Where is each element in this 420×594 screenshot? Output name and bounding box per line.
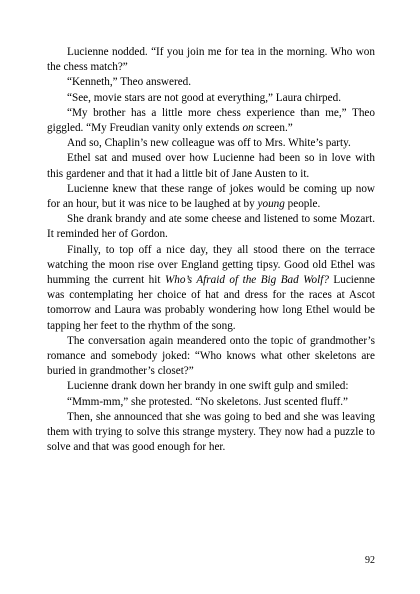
text-run: Lucienne drank down her brandy in one swift gulp and smiled: xyxy=(67,380,349,393)
text-run: people. xyxy=(284,198,321,211)
paragraph xyxy=(47,243,375,334)
text-run: The conversation again meandered onto the topic of grandmother’s romance and somebody joked: “Who knows what other skeletons are buried in grandmother’s closet?” xyxy=(47,334,375,378)
page-number: 92 xyxy=(365,555,375,566)
text-run: “My brother has a little more chess experience than me,” Theo giggled. “My Freudian vanity only extends xyxy=(47,106,375,135)
paragraph xyxy=(47,106,375,136)
text-run: She drank brandy and ate some cheese and listened to some Mozart. It reminded her of Gordon. xyxy=(47,213,375,241)
paragraph xyxy=(47,212,375,242)
paragraph xyxy=(47,182,375,212)
page-body xyxy=(47,45,375,455)
paragraph xyxy=(47,75,375,90)
paragraph xyxy=(47,91,375,106)
paragraph xyxy=(47,395,375,410)
text-run: screen.” xyxy=(253,122,293,135)
text-run: Lucienne was contemplating her choice of hat and dress for the races at Ascot tomorrow and Laura was probably wondering how long Ethel would be tapping her feet to the rhythm of the song. xyxy=(47,274,376,332)
italic-text: young xyxy=(257,198,285,211)
paragraph xyxy=(47,410,375,456)
text-run: Finally, to top off a nice day, they all stood there on the terrace watching the moon rise over England getting tipsy. Good old Ethel was humming the current hit xyxy=(47,243,375,287)
text-run: And so, Chaplin’s new colleague was off to Mrs. White’s party. xyxy=(67,137,351,150)
paragraph xyxy=(47,151,375,181)
text-run: Ethel sat and mused over how Lucienne had been so in love with this gardener and that it had a little bit of Jane Austen to it. xyxy=(47,152,375,180)
paragraph xyxy=(47,334,375,380)
text-run: “Kenneth,” Theo answered. xyxy=(67,76,192,89)
paragraph xyxy=(47,45,375,75)
text-run: “See, movie stars are not good at everything,” Laura chirped. xyxy=(67,91,341,104)
text-run: Then, she announced that she was going to bed and she was leaving them with trying to solve this strange mystery. They now had a puzzle to solve and that was good enough for her. xyxy=(47,410,375,454)
text-run: Lucienne knew that these range of jokes would be coming up now for an hour, but it was nice to be laughed at by xyxy=(47,182,375,211)
text-run: “Mmm-mm,” she protested. “No skeletons. Just scented fluff.” xyxy=(67,395,348,408)
paragraph xyxy=(47,379,375,394)
italic-text: on xyxy=(242,122,254,135)
italic-text: Who’s Afraid of the Big Bad Wolf? xyxy=(164,274,329,287)
paragraph xyxy=(47,136,375,151)
text-run: Lucienne nodded. “If you join me for tea in the morning. Who won the chess match?” xyxy=(47,46,375,74)
